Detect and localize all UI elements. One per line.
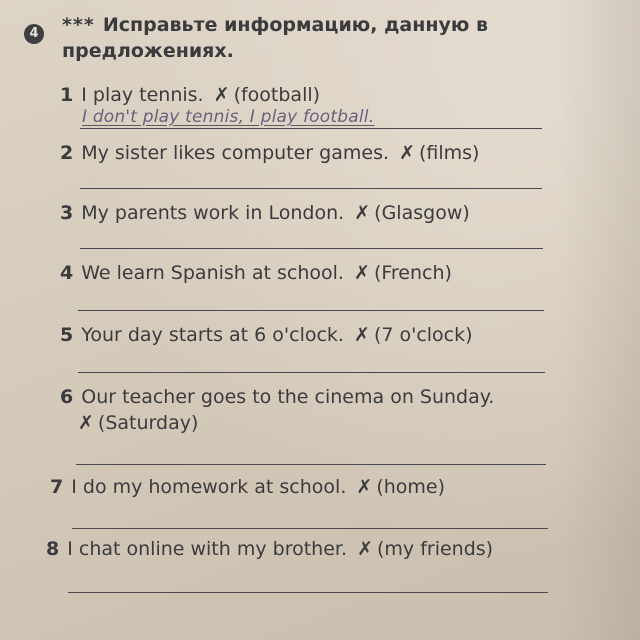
exercise-item-7 — [50, 474, 550, 500]
cross-mark-icon: ✗ — [357, 538, 373, 560]
item-hint: (home) — [376, 476, 446, 498]
exercise-item-8 — [46, 536, 546, 562]
item-sentence: I play tennis. — [81, 84, 204, 106]
answer-line-4[interactable] — [78, 310, 544, 311]
handwritten-answer-1: I don't play tennis, I play football. — [82, 107, 375, 127]
answer-line-1[interactable] — [80, 128, 542, 129]
item-hint: (Saturday) — [97, 412, 199, 434]
item-sentence: Our teacher goes to the cinema on Sunday. — [81, 386, 495, 408]
cross-mark-icon: ✗ — [399, 142, 415, 164]
cross-mark-icon: ✗ — [356, 476, 373, 498]
item-number: 7 — [50, 476, 64, 498]
item-hint: (my friends) — [376, 538, 494, 560]
instruction-text: Исправьте информацию, данную в предложениях. — [62, 14, 488, 62]
cross-mark-icon: ✗ — [354, 324, 370, 346]
cross-mark-icon: ✗ — [213, 84, 230, 106]
answer-line-8[interactable] — [68, 592, 548, 593]
exercise-item-5 — [60, 322, 560, 348]
exercise-item-2 — [60, 140, 560, 166]
item-hint: (football) — [233, 84, 321, 106]
item-number: 4 — [60, 262, 74, 284]
cross-mark-icon: ✗ — [78, 412, 94, 434]
page-shadow — [560, 0, 640, 640]
cross-mark-icon: ✗ — [354, 262, 370, 284]
item-number: 5 — [60, 324, 74, 346]
item-hint: (French) — [373, 262, 452, 284]
item-sentence: Your day starts at 6 o'clock. — [81, 324, 344, 346]
item-sentence: We learn Spanish at school. — [81, 262, 344, 284]
item-hint: (Glasgow) — [374, 202, 470, 224]
item-number: 2 — [60, 142, 74, 164]
exercise-item-4 — [60, 260, 560, 286]
item-number: 3 — [60, 202, 74, 224]
item-hint: (films) — [418, 142, 480, 164]
cross-mark-icon: ✗ — [354, 202, 371, 224]
item-sentence: I do my homework at school. — [71, 476, 347, 498]
item-sentence: My parents work in London. — [81, 202, 345, 224]
item-hint: (7 o'clock) — [373, 324, 473, 346]
exercise-instruction — [62, 12, 582, 64]
item-number: 6 — [60, 386, 74, 408]
answer-line-5[interactable] — [78, 372, 545, 373]
answer-line-6[interactable] — [76, 464, 546, 465]
answer-line-3[interactable] — [80, 248, 543, 249]
item-number: 8 — [46, 538, 60, 560]
answer-line-7[interactable] — [72, 528, 548, 529]
exercise-item-6 — [60, 384, 540, 436]
item-sentence: I chat online with my brother. — [67, 538, 348, 560]
difficulty-stars: *** — [62, 14, 95, 36]
answer-line-2[interactable] — [80, 188, 542, 189]
item-sentence: My sister likes computer games. — [81, 142, 390, 164]
exercise-item-1 — [60, 82, 560, 108]
item-number: 1 — [60, 84, 74, 106]
exercise-item-3 — [60, 200, 560, 226]
exercise-number-badge: 4 — [24, 24, 44, 44]
